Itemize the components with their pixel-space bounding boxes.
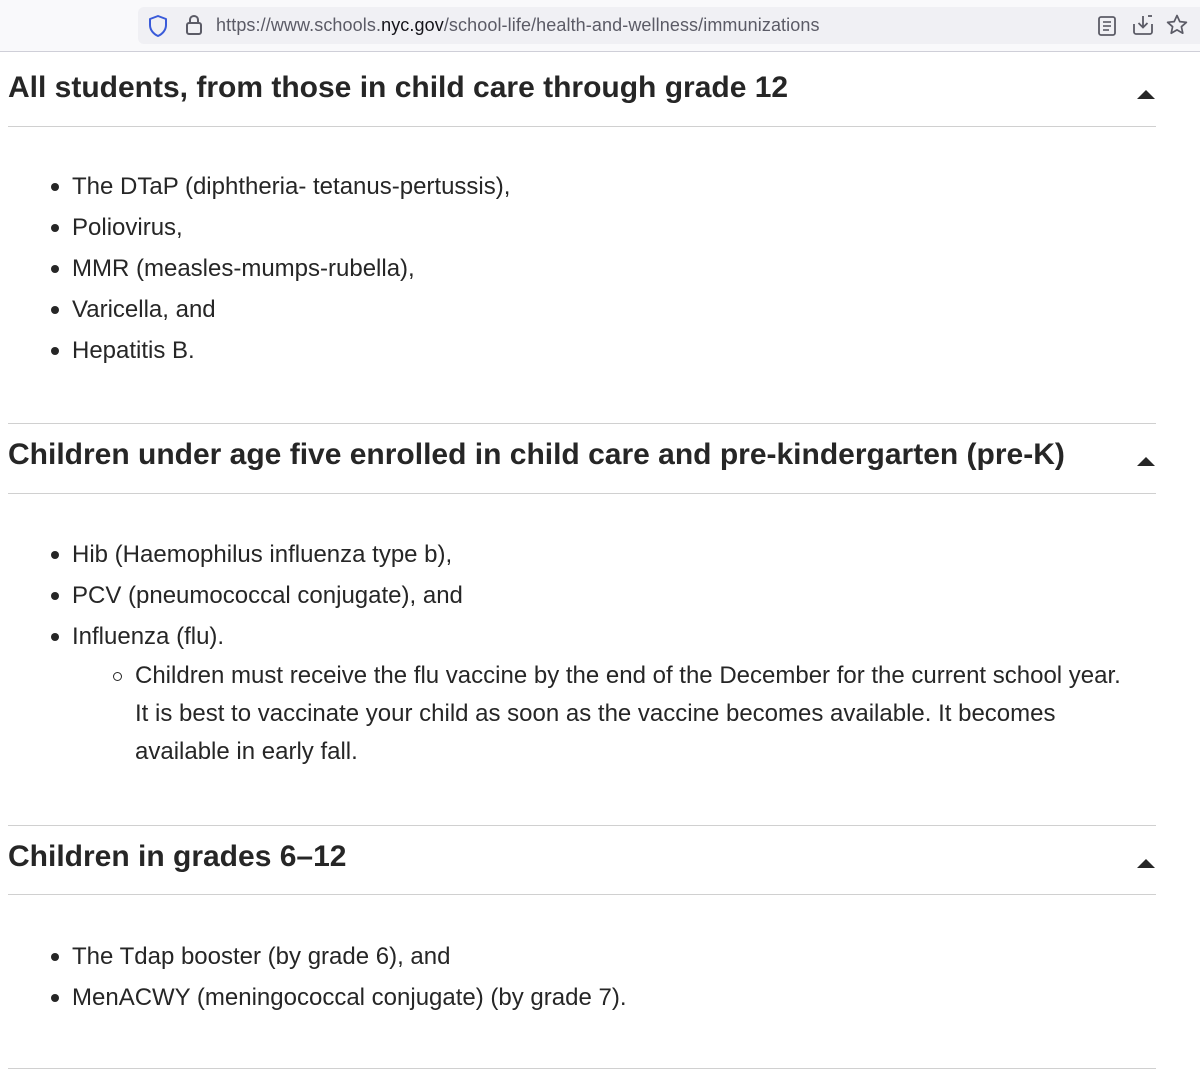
- list-item: [0, 977, 1140, 1018]
- sub-list: [72, 657, 1140, 771]
- list-item-text: Poliovirus,: [72, 214, 183, 241]
- url-domain: nyc.gov: [381, 15, 444, 35]
- list-item: [0, 575, 1140, 616]
- bullet: [51, 633, 59, 641]
- section-title: All students, from those in child care through grade 12: [8, 71, 789, 104]
- list-item: [0, 289, 1140, 330]
- sub-list-item-text: Children must receive the flu vaccine by the end of the December for the current school year. It is best to vaccinate your child as soon as the vaccine becomes available. It becomes available in early fall.: [135, 662, 1121, 765]
- vaccine-list: [0, 166, 1140, 371]
- vaccine-list: [0, 534, 1140, 771]
- list-item-text: Influenza (flu).: [72, 623, 225, 650]
- bullet: [51, 551, 59, 559]
- browser-toolbar: [0, 0, 1200, 52]
- url-prefix: https://www.schools.: [216, 15, 382, 35]
- accordion-header-grades-6-12[interactable]: [8, 826, 1156, 895]
- section-title: Children in grades 6–12: [8, 840, 347, 873]
- reader-view-icon[interactable]: [1097, 15, 1117, 42]
- url-path: /school-life/health-and-wellness/immunizations: [443, 15, 820, 35]
- list-item: [0, 534, 1140, 575]
- list-item-text: The DTaP (diphtheria- tetanus-pertussis),: [72, 173, 511, 200]
- accordion-header-all-students[interactable]: [8, 52, 1156, 127]
- bullet: [51, 953, 59, 961]
- caret-up-icon: [1137, 90, 1155, 99]
- list-item: [0, 166, 1140, 207]
- list-item-text: MMR (measles-mumps-rubella),: [72, 255, 415, 282]
- caret-up-icon: [1137, 457, 1155, 466]
- list-item: [0, 330, 1140, 371]
- bullet: [51, 592, 59, 600]
- bullet: [51, 183, 59, 191]
- save-to-pocket-icon[interactable]: [1131, 13, 1155, 42]
- sub-list-item: [72, 657, 1125, 771]
- list-item-text: Hib (Haemophilus influenza type b),: [72, 541, 453, 568]
- list-item-text: Hepatitis B.: [72, 337, 195, 364]
- list-item: [0, 207, 1140, 248]
- url-text[interactable]: [216, 15, 820, 36]
- lock-icon[interactable]: [184, 13, 204, 42]
- list-item-text: Varicella, and: [72, 296, 216, 323]
- list-item-text: PCV (pneumococcal conjugate), and: [72, 582, 463, 609]
- list-item: [0, 936, 1140, 977]
- list-item: [0, 616, 1140, 771]
- list-item-text: MenACWY (meningococcal conjugate) (by grade 7).: [72, 984, 627, 1011]
- collapse-toggle[interactable]: [1136, 857, 1156, 871]
- page-content: [0, 52, 1200, 1077]
- tracking-protection-shield-icon[interactable]: [147, 14, 169, 43]
- section-divider: [8, 1068, 1156, 1069]
- accordion-header-under-five[interactable]: [8, 424, 1156, 494]
- bullet: [51, 347, 59, 355]
- list-item-text: The Tdap booster (by grade 6), and: [72, 943, 451, 970]
- bullet: [51, 994, 59, 1002]
- collapse-toggle[interactable]: [1136, 455, 1156, 469]
- bookmark-star-icon[interactable]: [1165, 13, 1189, 42]
- vaccine-list: [0, 936, 1140, 1018]
- list-item: [0, 248, 1140, 289]
- collapse-toggle[interactable]: [1136, 88, 1156, 102]
- hollow-bullet: [113, 672, 122, 681]
- bullet: [51, 265, 59, 273]
- bullet: [51, 306, 59, 314]
- bullet: [51, 224, 59, 232]
- section-title: Children under age five enrolled in child care and pre-kindergarten (pre-K): [8, 438, 1065, 471]
- caret-up-icon: [1137, 859, 1155, 868]
